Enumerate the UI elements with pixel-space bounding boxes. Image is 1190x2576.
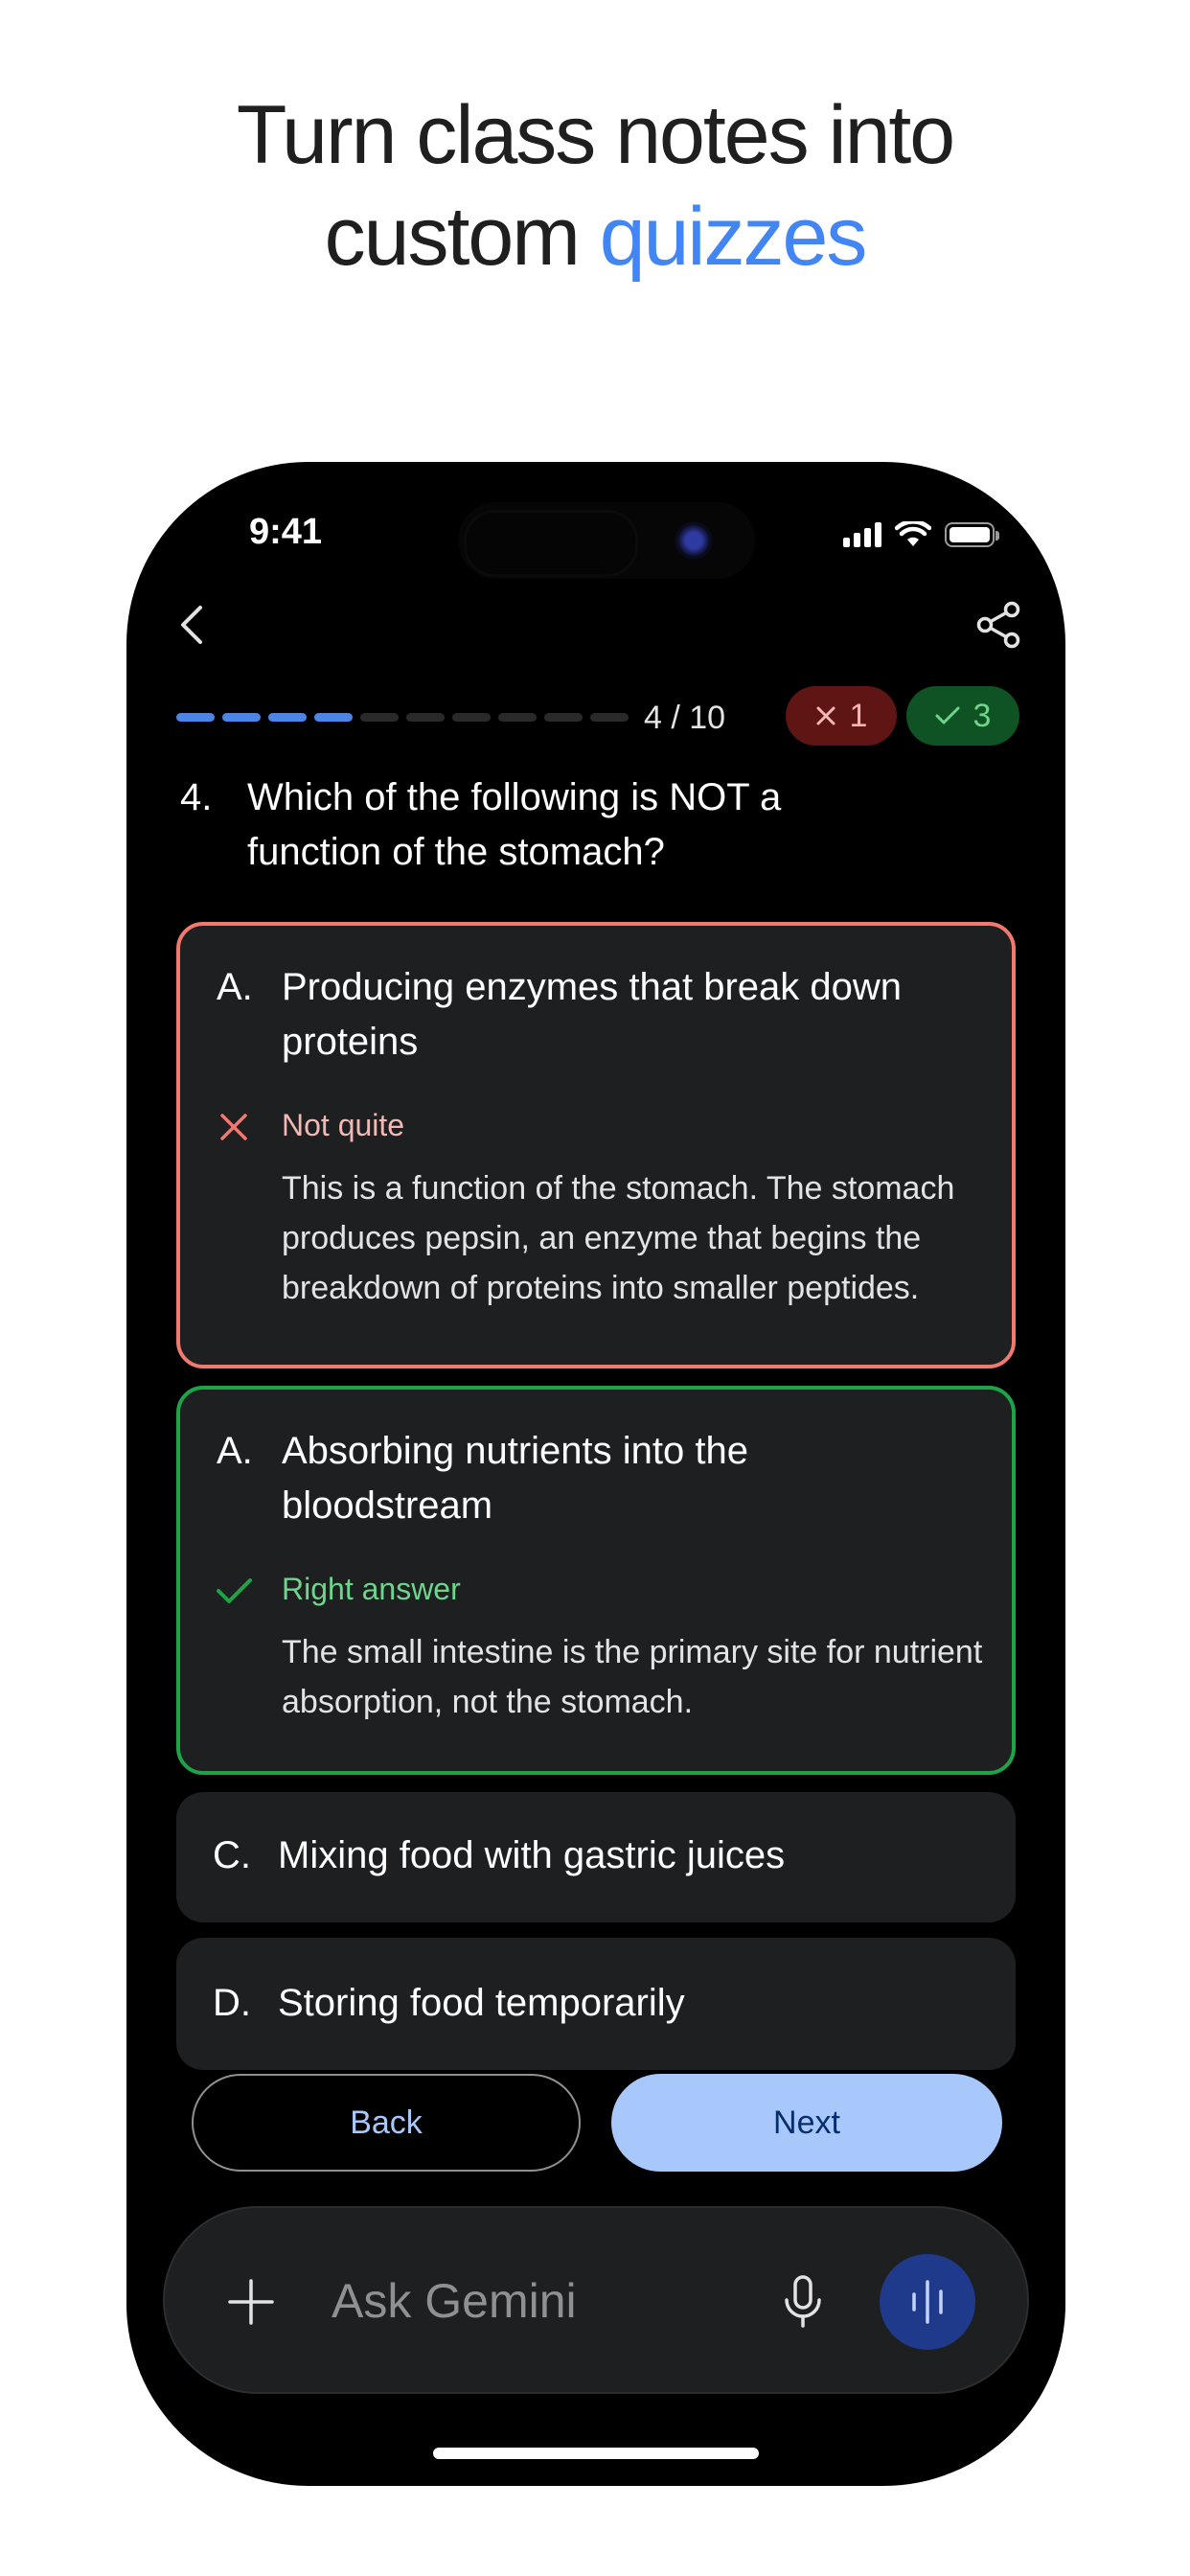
progress-segment	[452, 713, 491, 722]
island-sensor	[464, 510, 638, 577]
headline	[0, 84, 1190, 288]
close-icon	[215, 1108, 253, 1146]
live-icon[interactable]	[880, 2254, 975, 2350]
progress-segment	[360, 713, 399, 722]
headline-accent: quizzes	[599, 191, 866, 283]
close-icon	[815, 705, 836, 726]
wrong-count-badge	[786, 686, 897, 746]
question-number: 4.	[180, 776, 213, 818]
progress-segment	[222, 713, 261, 722]
signal-icon	[843, 522, 881, 547]
option-text: Storing food temporarily	[278, 1982, 685, 2024]
share-icon[interactable]	[970, 596, 1027, 654]
option-letter: A.	[217, 1430, 253, 1472]
feedback-body: The small intestine is the primary site for nutrient absorption, not the stomach.	[282, 1634, 983, 1720]
status-icons	[843, 521, 995, 548]
feedback-body: This is a function of the stomach. The stomach produces pepsin, an enzyme that begins the breakdown of proteins into smaller peptides.	[282, 1170, 955, 1306]
progress-segment	[590, 713, 629, 722]
option-c[interactable]	[176, 1792, 1016, 1922]
progress-segment	[406, 713, 445, 722]
progress-count: 4 / 10	[644, 700, 726, 736]
progress-segment	[176, 713, 215, 722]
option-text: Absorbing nutrients into the bloodstream	[282, 1430, 748, 1527]
camera-icon	[675, 521, 713, 560]
option-letter: C.	[213, 1834, 251, 1876]
wifi-icon	[895, 521, 931, 548]
progress-segment	[544, 713, 583, 722]
status-time: 9:41	[249, 512, 323, 552]
check-icon	[215, 1572, 253, 1610]
headline-prefix: custom	[324, 191, 600, 283]
back-button[interactable]: Back	[192, 2074, 581, 2172]
headline-line-1: Turn class notes into	[236, 89, 954, 181]
option-text: Mixing food with gastric juices	[278, 1834, 786, 1876]
ask-gemini-composer[interactable]	[163, 2206, 1029, 2394]
quiz-progress-bar	[176, 713, 629, 722]
option-d[interactable]	[176, 1938, 1016, 2070]
wrong-count: 1	[849, 697, 868, 734]
next-button[interactable]: Next	[611, 2074, 1002, 2172]
headline-line-2	[0, 186, 1190, 288]
option-a-right[interactable]	[176, 1386, 1016, 1775]
progress-segment	[498, 713, 537, 722]
battery-icon	[945, 522, 995, 547]
progress-segment	[268, 713, 307, 722]
mic-icon[interactable]	[782, 2275, 824, 2329]
feedback-title: Not quite	[282, 1108, 405, 1142]
dynamic-island	[458, 502, 755, 579]
check-icon	[935, 705, 960, 726]
option-letter: D.	[213, 1982, 251, 2024]
home-indicator[interactable]	[433, 2448, 759, 2459]
right-count-badge	[906, 686, 1019, 746]
progress-segment	[314, 713, 353, 722]
right-count: 3	[973, 697, 992, 734]
plus-icon[interactable]	[228, 2279, 274, 2325]
back-chevron-icon[interactable]	[165, 598, 218, 652]
option-text: Producing enzymes that break down proteins	[282, 966, 903, 1063]
option-letter: A.	[217, 966, 253, 1008]
option-a-wrong[interactable]	[176, 922, 1016, 1368]
phone-frame	[126, 462, 1065, 2486]
feedback-title: Right answer	[282, 1572, 461, 1606]
question-text: Which of the following is NOT a function of the stomach?	[247, 776, 782, 873]
ask-gemini-input[interactable]: Ask Gemini	[332, 2274, 577, 2328]
